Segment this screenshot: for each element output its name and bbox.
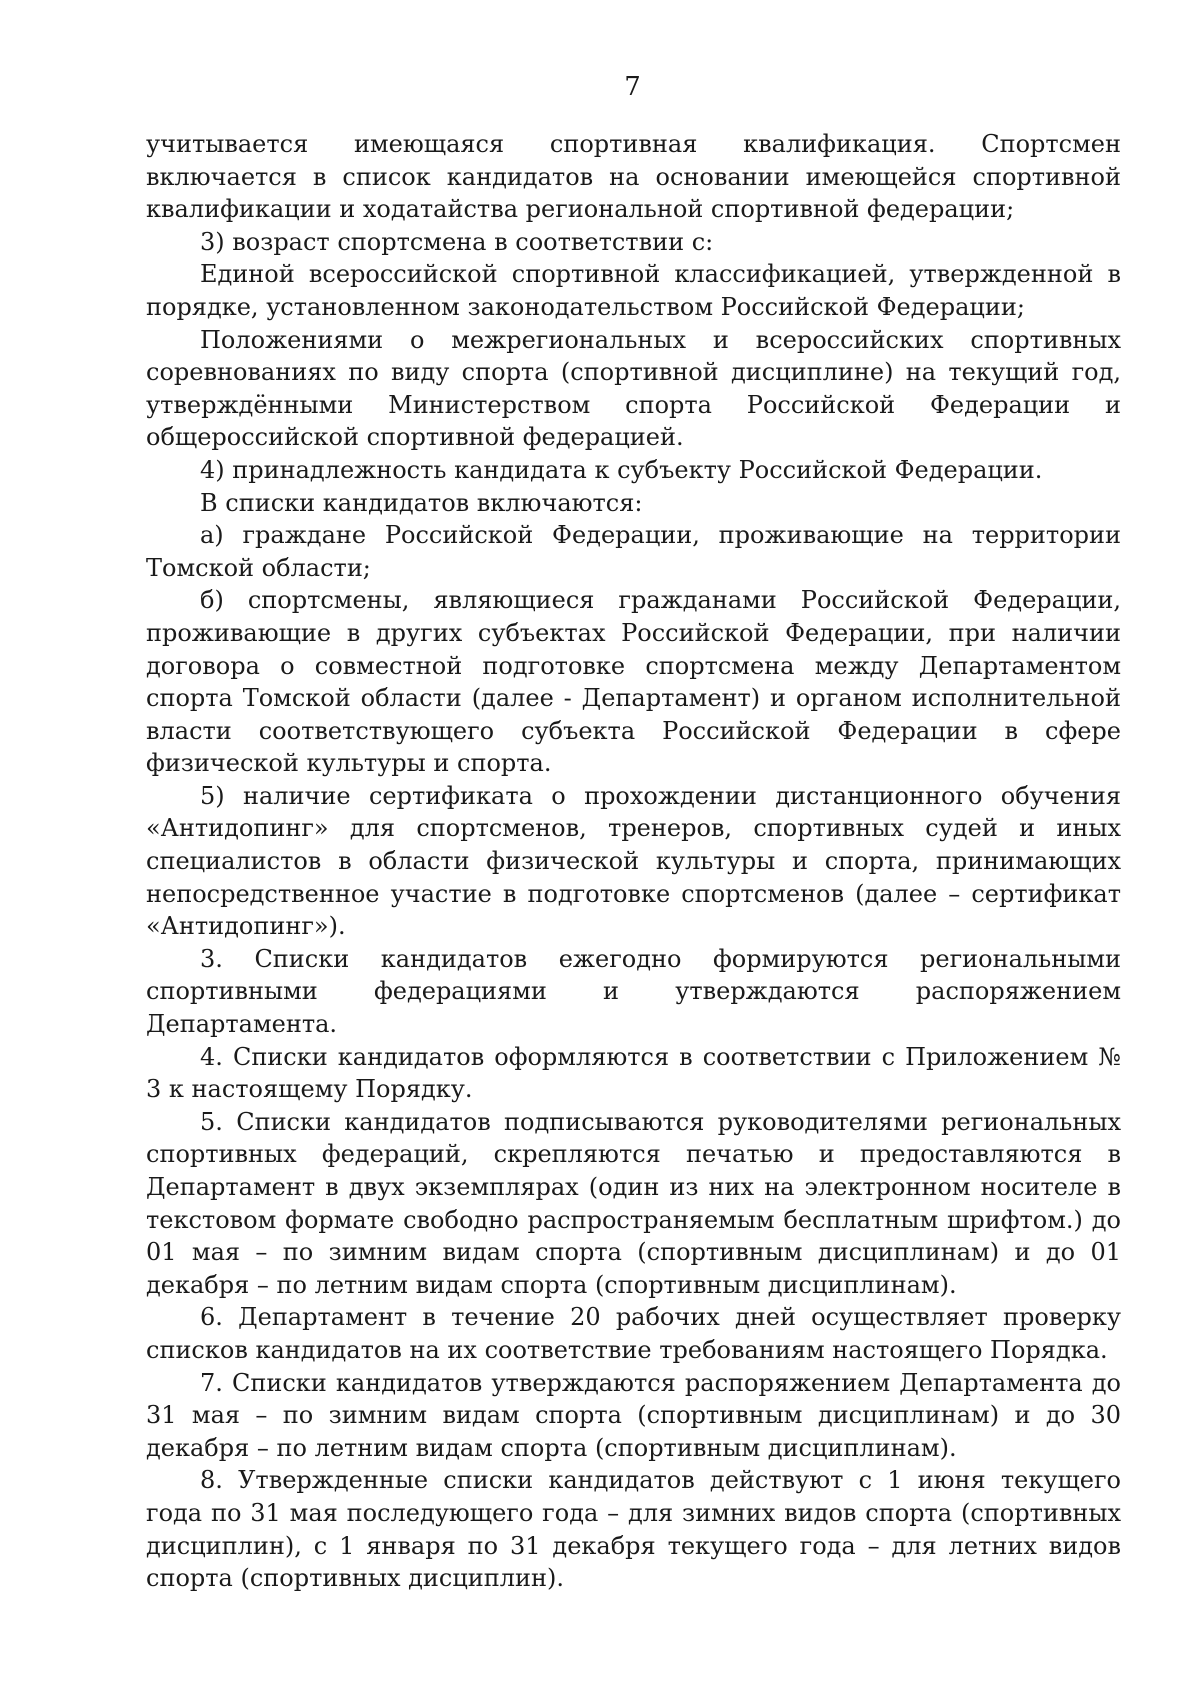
paragraph-section-5: 5. Списки кандидатов подписываются руководителями региональных спортивных федераций, скрепляются печатью и предоставляются в Департамент в двух экземплярах (один из них на электронном носителе в текстовом формате свободно распространяемым бесплатным шрифтом.) до 01 мая – по зимним видам спорта (спортивным дисциплинам) и до 01 декабря – по летним видам спорта (спортивным дисциплинам).: [146, 1107, 1121, 1299]
paragraph-competition-regulations: Положениями о межрегиональных и всероссийских спортивных соревнованиях по виду спорта (спортивной дисциплине) на текущий год, утверждёнными Министерством спорта Российской Федерации и общероссийской спортивной федерацией.: [146, 325, 1121, 452]
page-number: 7: [624, 72, 641, 102]
paragraph-item-5-certificate: 5) наличие сертификата о прохождении дистанционного обучения «Антидопинг» для спортсменов, тренеров, спортивных судей и иных специалистов в области физической культуры и спорта, принимающих непосредственное участие в подготовке спортсменов (далее – сертификат «Антидопинг»).: [146, 781, 1121, 941]
paragraph-section-8: 8. Утвержденные списки кандидатов действуют с 1 июня текущего года по 31 мая последующего года – для зимних видов спорта (спортивных дисциплин), с 1 января по 31 декабря текущего года – для летних видов спорта (спортивных дисциплин).: [146, 1466, 1121, 1593]
paragraph-section-4: 4. Списки кандидатов оформляются в соответствии с Приложением № 3 к настоящему Порядку.: [146, 1042, 1121, 1104]
paragraph-unified-classification: Единой всероссийской спортивной классификацией, утвержденной в порядке, установленном законодательством Российской Федерации;: [146, 260, 1121, 321]
paragraph-item-4-subject: 4) принадлежность кандидата к субъекту Российской Федерации.: [200, 455, 1043, 484]
paragraph-item-3-age: 3) возраст спортсмена в соответствии с:: [200, 227, 714, 256]
paragraph-section-3: 3. Списки кандидатов ежегодно формируются региональными спортивными федерациями и утверждаются распоряжением Департамента.: [146, 944, 1121, 1039]
paragraph-item-b-athletes: б) спортсмены, являющиеся гражданами Российской Федерации, проживающие в других субъектах Российской Федерации, при наличии договора о совместной подготовке спортсмена между Департаментом спорта Томской области (далее - Департамент) и органом исполнительной власти соответствующего субъекта Российской Федерации в сфере физической культуры и спорта.: [146, 586, 1121, 778]
paragraph-section-6: 6. Департамент в течение 20 рабочих дней осуществляет проверку списков кандидатов на их соответствие требованиям настоящего Порядка.: [146, 1303, 1121, 1364]
paragraph-included-in-lists: В списки кандидатов включаются:: [200, 488, 643, 517]
paragraph-qualification-continued: учитывается имеющаяся спортивная квалификация. Спортсмен включается в список кандидатов на основании имеющейся спортивной квалификации и ходатайства региональной спортивной федерации;: [146, 130, 1121, 224]
document-body: [146, 128, 1121, 1595]
paragraph-section-7: 7. Списки кандидатов утверждаются распоряжением Департамента до 31 мая – по зимним видам спорта (спортивным дисциплинам) и до 30 декабря – по летним видам спорта (спортивным дисциплинам).: [146, 1368, 1121, 1462]
paragraph-item-a-citizens: а) граждане Российской Федерации, проживающие на территории Томской области;: [146, 521, 1121, 582]
